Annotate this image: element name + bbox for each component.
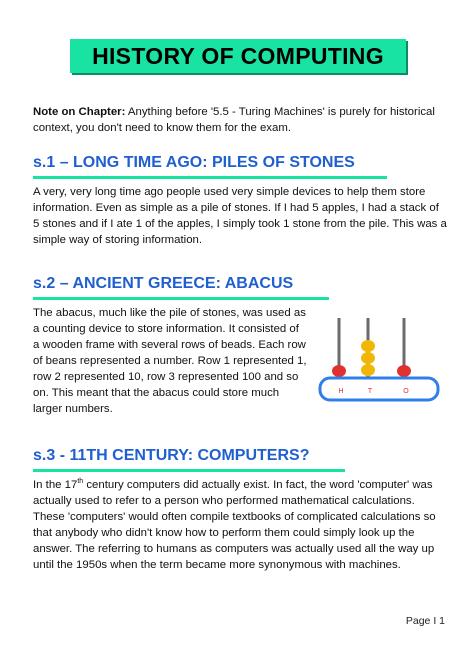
abacus-label-tens: T <box>367 388 373 395</box>
abacus-label-hundreds: H <box>338 388 344 395</box>
section-2-heading-text: s.2 – ANCIENT GREECE: ABACUS <box>33 275 294 292</box>
section-2-underline <box>33 297 329 300</box>
bead <box>332 365 346 377</box>
bead <box>361 364 375 376</box>
bead <box>397 365 411 377</box>
note-text: Anything before '5.5 - Turing Machines' is purely for historical context, you don't need to know them for the exam. <box>33 106 435 134</box>
section-1-heading <box>33 154 355 176</box>
section-2-body: The abacus, much like the pile of stones, was used as a counting device to store information. It consisted of a wooden frame with several rows of beads. Each row of beans represented a number. Row 1 represented 1, row 2 represented 10, row 3 represented 100 and so on. This meant that the abacus could store much larger numbers. <box>33 307 307 415</box>
section-3-heading <box>33 447 309 469</box>
section-3-body-start: In the 17 <box>33 479 78 491</box>
page-title: HISTORY OF COMPUTING <box>70 39 406 73</box>
abacus-label-ones: O <box>403 388 409 395</box>
bead <box>361 352 375 364</box>
note-label: Note on Chapter: <box>33 106 126 118</box>
section-1-body: A very, very long time ago people used very simple devices to help them store information. Even as simple as a pile of stones. If I had 5 apples, I had a stack of 5 stones and if I ate 1 of the apples, I simply took 1 stone from the pile. This was a simple way of storing information. <box>33 186 447 246</box>
section-3-body <box>33 477 448 573</box>
section-3-body-superscript: th <box>77 478 84 486</box>
bead <box>361 340 375 352</box>
page-number: Page I 1 <box>405 615 445 627</box>
section-1-underline <box>33 176 387 179</box>
chapter-note <box>33 104 448 136</box>
section-2-heading <box>33 275 293 297</box>
section-3-body-rest: century computers did actually exist. In fact, the word 'computer' was actually used to refer to a person who performed mathematical calculations. These 'computers' would often compile textbooks of complicated calculations so that anybody who didn't know how to perform them could simply look up the answer. The referring to humans as computers was actually used all the way up until the 1950s when the term became more synonymous with machines. <box>33 479 436 571</box>
abacus-illustration <box>318 308 448 408</box>
section-1-heading-text: s.1 – LONG TIME AGO: PILES OF STONES <box>33 154 355 171</box>
section-3-underline <box>33 469 345 472</box>
section-3-heading-text: s.3 - 11TH CENTURY: COMPUTERS? <box>33 447 310 464</box>
